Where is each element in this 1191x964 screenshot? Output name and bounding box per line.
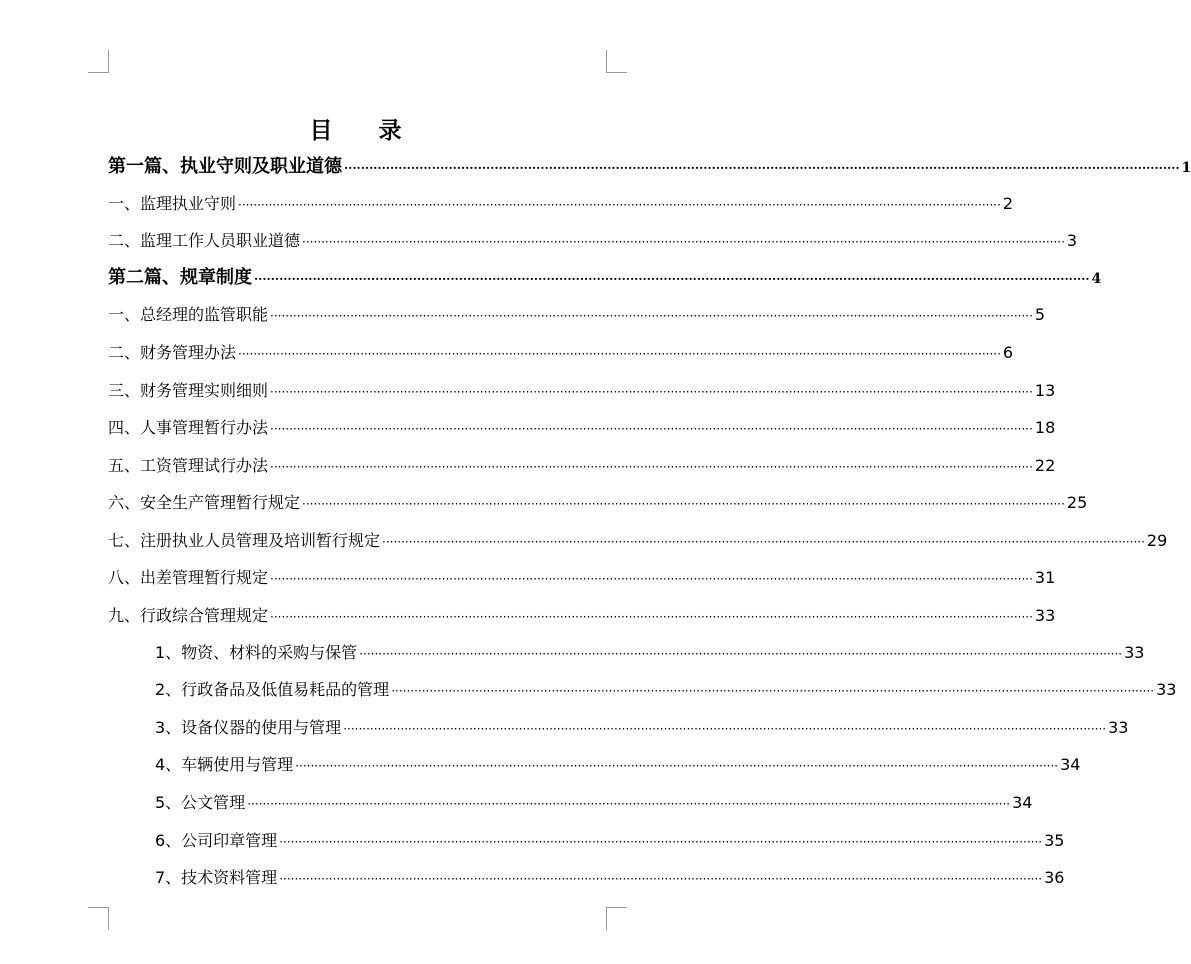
toc-page-number: 33 [1156,680,1177,699]
toc-page-number: 31 [1034,568,1056,587]
toc-page-number: 2 [1002,194,1014,213]
toc-dot-leader: ········································································································································································································ [270,610,1033,624]
toc-entry-label: 5、公文管理 [155,793,246,812]
toc-page-number: 35 [1044,831,1065,850]
toc-page-number: 13 [1034,381,1056,400]
toc-page-number: 33 [1108,718,1129,737]
toc-dot-leader: ········································································································································································································ [270,460,1033,474]
toc-entry-label: 二、财务管理办法 [108,343,237,362]
toc-entry-label: 6、公司印章管理 [155,831,278,850]
toc-entry-label: 2、行政备品及低值易耗品的管理 [155,680,390,699]
toc-subsection-entry[interactable] [155,753,1081,777]
toc-section-entry[interactable] [108,491,1088,515]
toc-entry-label: 九、行政综合管理规定 [108,606,269,625]
toc-entry-label: 3、设备仪器的使用与管理 [155,718,342,737]
title-part-2: 录 [378,117,404,144]
toc-page-number: 4 [1091,271,1102,287]
toc-entry-label: 第一篇、执业守则及职业道德 [108,156,342,177]
toc-section-entry[interactable] [108,604,1056,628]
toc-page-number: 33 [1034,606,1056,625]
toc-page-number: 6 [1002,343,1014,362]
page-title [0,112,713,145]
toc-dot-leader: ········································································································································································································ [382,535,1145,549]
toc-entry-label: 第二篇、规章制度 [108,267,252,288]
toc-entry-label: 一、总经理的监管职能 [108,305,269,324]
toc-dot-leader: ········································································································································································································ [302,497,1065,511]
toc-entry-label: 七、注册执业人员管理及培训暂行规定 [108,531,381,550]
toc-entry-label: 四、人事管理暂行办法 [108,418,269,437]
toc-page-number: 25 [1066,493,1088,512]
toc-dot-leader: ········································································································································································································ [238,198,1001,212]
toc-entry-label: 一、监理执业守则 [108,194,237,213]
toc-page-number: 34 [1012,793,1033,812]
toc-entry-label: 7、技术资料管理 [155,868,278,887]
toc-dot-leader: ········································································································································································································ [270,309,1033,323]
toc-dot-leader: ········································································································································································································ [343,722,1107,736]
toc-subsection-entry[interactable] [155,641,1145,665]
toc-subsection-entry[interactable] [155,716,1129,740]
crop-mark-top-left [88,50,109,73]
toc-dot-leader: ········································································································································································································ [270,385,1033,399]
toc-chapter-entry[interactable] [108,155,1191,179]
toc-entry-label: 1、物资、材料的采购与保管 [155,643,358,662]
toc-dot-leader: ········································································································································································································ [247,797,1011,811]
toc-dot-leader: ········································································································································································································ [270,422,1033,436]
toc-page-number: 33 [1124,643,1145,662]
toc-entry-label: 八、出差管理暂行规定 [108,568,269,587]
crop-mark-bottom-right [606,907,627,930]
toc-entry-label: 二、监理工作人员职业道德 [108,231,301,250]
toc-entry-label: 三、财务管理实则细则 [108,381,269,400]
toc-subsection-entry[interactable] [155,866,1065,890]
toc-page-number: 1 [1181,160,1191,176]
toc-section-entry[interactable] [108,454,1056,478]
toc-section-entry[interactable] [108,303,1046,327]
toc-chapter-entry[interactable] [108,266,1102,290]
toc-entry-label: 4、车辆使用与管理 [155,755,294,774]
toc-dot-leader: ········································································································································································································ [295,759,1059,773]
toc-page-number: 34 [1060,755,1081,774]
toc-section-entry[interactable] [108,529,1168,553]
toc-section-entry[interactable] [108,192,1014,216]
toc-subsection-entry[interactable] [155,829,1065,853]
toc-section-entry[interactable] [108,341,1014,365]
toc-dot-leader: ········································································································································································································ [359,647,1123,661]
toc-section-entry[interactable] [108,566,1056,590]
crop-mark-top-right [606,50,627,73]
toc-dot-leader: ········································································································································································································ [270,572,1033,586]
toc-page-number: 22 [1034,456,1056,475]
toc-subsection-entry[interactable] [155,791,1033,815]
toc-section-entry[interactable] [108,416,1056,440]
toc-dot-leader: ········································································································································································································ [391,684,1155,698]
toc-page-number: 3 [1066,231,1078,250]
toc-page-number: 5 [1034,305,1046,324]
crop-mark-bottom-left [88,907,109,930]
toc-subsection-entry[interactable] [155,678,1177,702]
toc-dot-leader: ········································································································································································································ [254,272,1090,286]
toc-page-number: 18 [1034,418,1056,437]
toc-section-entry[interactable] [108,379,1056,403]
toc-page-number: 29 [1146,531,1168,550]
toc-dot-leader: ········································································································································································································ [302,235,1065,249]
title-part-1: 目 [309,117,335,144]
toc-dot-leader: ········································································································································································································ [238,347,1001,361]
toc-dot-leader: ········································································································································································································ [344,161,1180,175]
toc-page-number: 36 [1044,868,1065,887]
toc-entry-label: 六、安全生产管理暂行规定 [108,493,301,512]
toc-dot-leader: ········································································································································································································ [279,835,1043,849]
toc-dot-leader: ········································································································································································································ [279,872,1043,886]
toc-section-entry[interactable] [108,229,1078,253]
toc-entry-label: 五、工资管理试行办法 [108,456,269,475]
